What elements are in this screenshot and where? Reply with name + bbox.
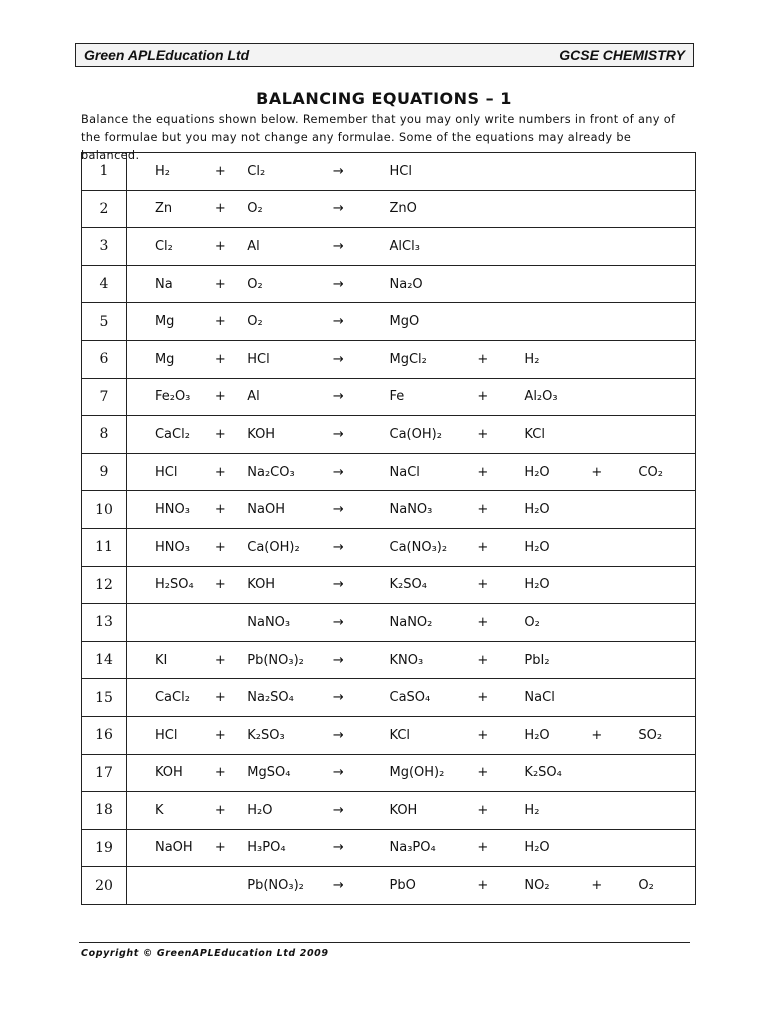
reactant-2: Cl₂ (247, 153, 329, 191)
plus-sign: + (477, 453, 524, 491)
product-3 (638, 679, 695, 717)
plus-sign (591, 340, 638, 378)
plus-sign: + (215, 416, 247, 454)
plus-sign: + (215, 679, 247, 717)
plus-sign: + (477, 754, 524, 792)
plus-sign: + (215, 566, 247, 604)
product-3: SO₂ (638, 716, 695, 754)
product-3 (638, 792, 695, 830)
reactant-1 (126, 867, 214, 905)
product-1: KCl (390, 716, 478, 754)
reactant-1: CaCl₂ (126, 679, 214, 717)
reactant-1: HCl (126, 716, 214, 754)
reactant-2: NaOH (247, 491, 329, 529)
plus-sign (591, 228, 638, 266)
equation-number: 16 (82, 716, 127, 754)
plus-sign: + (215, 754, 247, 792)
plus-sign: + (591, 867, 638, 905)
product-2: H₂O (524, 566, 591, 604)
reaction-arrow: → (329, 153, 390, 191)
reaction-arrow: → (329, 641, 390, 679)
plus-sign (591, 829, 638, 867)
equation-row (82, 153, 696, 191)
product-3 (638, 754, 695, 792)
equation-number: 3 (82, 228, 127, 266)
reaction-arrow: → (329, 604, 390, 642)
equation-row (82, 303, 696, 341)
product-1: NaCl (390, 453, 478, 491)
reactant-2: Na₂CO₃ (247, 453, 329, 491)
equation-number: 10 (82, 491, 127, 529)
product-3 (638, 528, 695, 566)
product-1: K₂SO₄ (390, 566, 478, 604)
product-3 (638, 378, 695, 416)
reaction-arrow: → (329, 792, 390, 830)
reactant-1: CaCl₂ (126, 416, 214, 454)
plus-sign: + (591, 716, 638, 754)
reactant-1: Mg (126, 340, 214, 378)
plus-sign (215, 604, 247, 642)
reactant-1 (126, 604, 214, 642)
product-2: NaCl (524, 679, 591, 717)
plus-sign: + (215, 641, 247, 679)
reactant-1: KOH (126, 754, 214, 792)
product-1: MgCl₂ (390, 340, 478, 378)
plus-sign: + (215, 303, 247, 341)
equation-number: 11 (82, 528, 127, 566)
page-title: BALANCING EQUATIONS – 1 (256, 89, 512, 108)
footer-divider (79, 942, 690, 943)
equation-row (82, 566, 696, 604)
plus-sign: + (477, 416, 524, 454)
equation-number: 2 (82, 190, 127, 228)
equation-row (82, 453, 696, 491)
plus-sign: + (215, 378, 247, 416)
product-2 (524, 265, 591, 303)
reactant-1: HCl (126, 453, 214, 491)
product-2: Al₂O₃ (524, 378, 591, 416)
reactant-1: NaOH (126, 829, 214, 867)
product-1: KOH (390, 792, 478, 830)
copyright-notice: Copyright © GreenAPLEducation Ltd 2009 (81, 948, 329, 959)
product-2: H₂ (524, 340, 591, 378)
product-2: PbI₂ (524, 641, 591, 679)
plus-sign (591, 566, 638, 604)
product-3 (638, 604, 695, 642)
product-3 (638, 153, 695, 191)
product-2 (524, 153, 591, 191)
subject-label: GCSE CHEMISTRY (559, 47, 685, 63)
product-3 (638, 491, 695, 529)
equation-number: 5 (82, 303, 127, 341)
equation-row (82, 641, 696, 679)
plus-sign (477, 228, 524, 266)
plus-sign (477, 303, 524, 341)
plus-sign: + (591, 453, 638, 491)
equation-number: 6 (82, 340, 127, 378)
reaction-arrow: → (329, 754, 390, 792)
equation-row (82, 829, 696, 867)
publisher-name: Green APLEducation Ltd (84, 47, 250, 63)
reactant-2: H₂O (247, 792, 329, 830)
equation-row (82, 228, 696, 266)
plus-sign (591, 378, 638, 416)
equations-table (81, 152, 696, 905)
reactant-1: KI (126, 641, 214, 679)
reaction-arrow: → (329, 303, 390, 341)
product-2: H₂O (524, 491, 591, 529)
equation-number: 14 (82, 641, 127, 679)
product-1: Fe (390, 378, 478, 416)
product-1: HCl (390, 153, 478, 191)
reaction-arrow: → (329, 378, 390, 416)
reaction-arrow: → (329, 453, 390, 491)
equation-row (82, 716, 696, 754)
plus-sign (591, 265, 638, 303)
equation-row (82, 190, 696, 228)
plus-sign: + (477, 792, 524, 830)
product-2: H₂O (524, 528, 591, 566)
product-1: MgO (390, 303, 478, 341)
equation-row (82, 754, 696, 792)
product-1: Na₂O (390, 265, 478, 303)
product-2: NO₂ (524, 867, 591, 905)
reaction-arrow: → (329, 566, 390, 604)
reactant-2: K₂SO₃ (247, 716, 329, 754)
product-2: H₂O (524, 453, 591, 491)
plus-sign (591, 303, 638, 341)
reactant-2: Al (247, 378, 329, 416)
plus-sign: + (215, 340, 247, 378)
plus-sign (591, 491, 638, 529)
reaction-arrow: → (329, 679, 390, 717)
reaction-arrow: → (329, 228, 390, 266)
plus-sign: + (477, 378, 524, 416)
plus-sign (477, 265, 524, 303)
product-1: NaNO₂ (390, 604, 478, 642)
reactant-2: Pb(NO₃)₂ (247, 867, 329, 905)
product-3 (638, 228, 695, 266)
equation-number: 17 (82, 754, 127, 792)
plus-sign: + (477, 716, 524, 754)
product-3 (638, 265, 695, 303)
product-1: ZnO (390, 190, 478, 228)
plus-sign: + (215, 528, 247, 566)
reaction-arrow: → (329, 491, 390, 529)
reactant-1: K (126, 792, 214, 830)
product-2: KCl (524, 416, 591, 454)
plus-sign (591, 754, 638, 792)
product-1: Mg(OH)₂ (390, 754, 478, 792)
product-3 (638, 190, 695, 228)
plus-sign: + (477, 829, 524, 867)
plus-sign: + (215, 228, 247, 266)
product-1: KNO₃ (390, 641, 478, 679)
reactant-2: Pb(NO₃)₂ (247, 641, 329, 679)
reaction-arrow: → (329, 829, 390, 867)
plus-sign: + (477, 566, 524, 604)
equation-row (82, 792, 696, 830)
reactant-2: O₂ (247, 303, 329, 341)
reactant-2: MgSO₄ (247, 754, 329, 792)
reaction-arrow: → (329, 528, 390, 566)
reactant-1: H₂SO₄ (126, 566, 214, 604)
product-2: H₂O (524, 716, 591, 754)
product-3 (638, 829, 695, 867)
product-1: Ca(OH)₂ (390, 416, 478, 454)
reactant-2: KOH (247, 416, 329, 454)
reactant-1: Mg (126, 303, 214, 341)
equation-number: 20 (82, 867, 127, 905)
product-2: H₂O (524, 829, 591, 867)
product-1: NaNO₃ (390, 491, 478, 529)
plus-sign (591, 792, 638, 830)
product-2 (524, 228, 591, 266)
plus-sign: + (215, 716, 247, 754)
plus-sign: + (215, 829, 247, 867)
reactant-2: KOH (247, 566, 329, 604)
product-3 (638, 416, 695, 454)
equation-row (82, 528, 696, 566)
plus-sign: + (215, 491, 247, 529)
product-1: PbO (390, 867, 478, 905)
reactant-1: Fe₂O₃ (126, 378, 214, 416)
equation-row (82, 378, 696, 416)
plus-sign (591, 604, 638, 642)
plus-sign: + (215, 792, 247, 830)
product-2 (524, 303, 591, 341)
product-3: CO₂ (638, 453, 695, 491)
equation-row (82, 416, 696, 454)
product-2 (524, 190, 591, 228)
plus-sign: + (215, 265, 247, 303)
reactant-1: Zn (126, 190, 214, 228)
product-3 (638, 303, 695, 341)
reactant-2: Al (247, 228, 329, 266)
plus-sign: + (477, 604, 524, 642)
plus-sign (591, 190, 638, 228)
equation-number: 7 (82, 378, 127, 416)
equation-number: 13 (82, 604, 127, 642)
plus-sign: + (477, 867, 524, 905)
equation-number: 4 (82, 265, 127, 303)
reactant-1: H₂ (126, 153, 214, 191)
reactant-2: NaNO₃ (247, 604, 329, 642)
instructions-text: Balance the equations shown below. Remember that you may only write numbers in front of any of the formulae but you may not change any formulae. Some of the equations may already be balanced. (81, 113, 676, 162)
reactant-1: HNO₃ (126, 491, 214, 529)
plus-sign: + (477, 641, 524, 679)
reactant-2: O₂ (247, 190, 329, 228)
reaction-arrow: → (329, 265, 390, 303)
reactant-2: HCl (247, 340, 329, 378)
equation-row (82, 867, 696, 905)
product-3 (638, 566, 695, 604)
reaction-arrow: → (329, 716, 390, 754)
plus-sign: + (477, 340, 524, 378)
equation-row (82, 679, 696, 717)
plus-sign: + (215, 190, 247, 228)
equation-number: 19 (82, 829, 127, 867)
plus-sign: + (215, 153, 247, 191)
equation-number: 9 (82, 453, 127, 491)
equation-row (82, 265, 696, 303)
reactant-1: HNO₃ (126, 528, 214, 566)
product-1: AlCl₃ (390, 228, 478, 266)
plus-sign (477, 190, 524, 228)
equation-number: 1 (82, 153, 127, 191)
product-1: Ca(NO₃)₂ (390, 528, 478, 566)
equation-number: 15 (82, 679, 127, 717)
header-bar (75, 43, 694, 67)
equation-row (82, 340, 696, 378)
reaction-arrow: → (329, 190, 390, 228)
product-2: K₂SO₄ (524, 754, 591, 792)
reactant-2: O₂ (247, 265, 329, 303)
equation-number: 12 (82, 566, 127, 604)
reaction-arrow: → (329, 416, 390, 454)
plus-sign (591, 641, 638, 679)
plus-sign: + (477, 491, 524, 529)
product-1: Na₃PO₄ (390, 829, 478, 867)
reaction-arrow: → (329, 867, 390, 905)
plus-sign (591, 679, 638, 717)
equation-number: 18 (82, 792, 127, 830)
product-3: O₂ (638, 867, 695, 905)
reaction-arrow: → (329, 340, 390, 378)
product-2: H₂ (524, 792, 591, 830)
plus-sign: + (477, 528, 524, 566)
plus-sign (477, 153, 524, 191)
plus-sign (591, 416, 638, 454)
equation-number: 8 (82, 416, 127, 454)
plus-sign (591, 528, 638, 566)
plus-sign (215, 867, 247, 905)
reactant-2: H₃PO₄ (247, 829, 329, 867)
reactant-1: Cl₂ (126, 228, 214, 266)
reactant-2: Ca(OH)₂ (247, 528, 329, 566)
reactant-1: Na (126, 265, 214, 303)
product-3 (638, 340, 695, 378)
reactant-2: Na₂SO₄ (247, 679, 329, 717)
plus-sign: + (215, 453, 247, 491)
product-3 (638, 641, 695, 679)
plus-sign: + (477, 679, 524, 717)
equation-row (82, 491, 696, 529)
equation-row (82, 604, 696, 642)
product-1: CaSO₄ (390, 679, 478, 717)
plus-sign (591, 153, 638, 191)
product-2: O₂ (524, 604, 591, 642)
